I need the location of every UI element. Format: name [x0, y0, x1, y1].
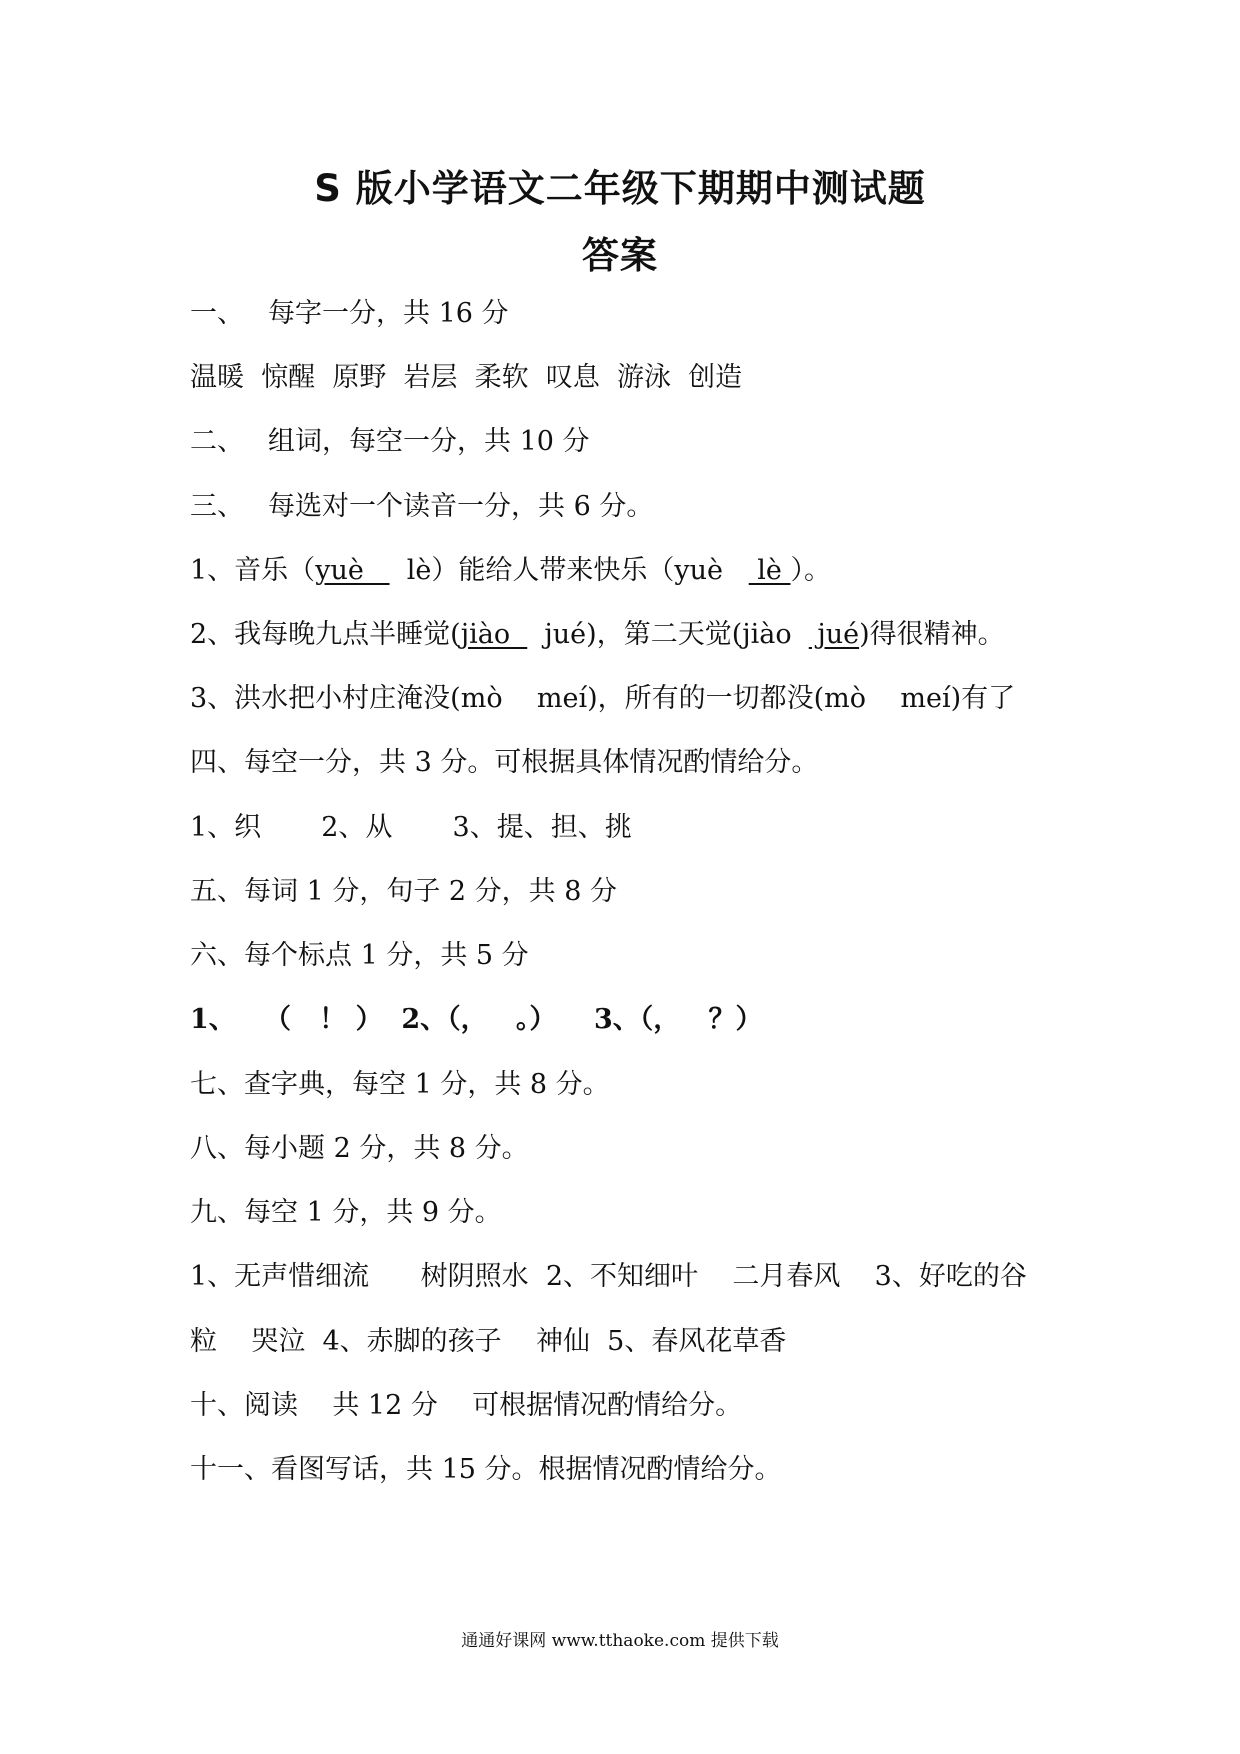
q2-part-a: 2、我每晚九点半睡觉(: [190, 619, 461, 650]
section-11-heading: 十一、看图写话，共 15 分。根据情况酌情给分。: [190, 1454, 782, 1485]
q1-part-c: ）。: [790, 555, 831, 586]
section-2-heading: [190, 424, 590, 460]
section-3-question-3: 3、洪水把小村庄淹没(mò meí)，所有的一切都没(mò meí)有了: [190, 683, 1016, 714]
section-6-heading: 六、每个标点 1 分，共 5 分: [190, 940, 529, 971]
section-1-text: 每字一分，共 16 分: [268, 298, 509, 329]
section-2-text: 组词，每空一分，共 10 分: [268, 426, 590, 457]
q1-part-b: lè）能给人带来快乐（yuè: [389, 555, 749, 586]
document-subtitle: 答案: [582, 234, 658, 277]
q1-answer-2: lè: [748, 555, 791, 586]
section-8-heading: 八、每小题 2 分，共 8 分。: [190, 1133, 529, 1164]
section-2-number: 二、: [190, 426, 244, 457]
document-title: S 版小学语文二年级下期期中测试题: [314, 167, 926, 210]
section-1-number: 一、: [190, 298, 244, 329]
section-5-heading: 五、每词 1 分，句子 2 分，共 8 分: [190, 876, 618, 907]
section-3-question-1: [190, 553, 831, 589]
section-3-heading: [190, 489, 653, 525]
section-1-answer: 温暖 惊醒 原野 岩层 柔软 叹息 游泳 创造: [190, 362, 743, 393]
section-9-answer-line-2: 粒 哭泣 4、赤脚的孩子 神仙 5、春风花草香: [190, 1326, 787, 1357]
section-9-heading: 九、每空 1 分，共 9 分。: [190, 1197, 502, 1228]
section-3-text: 每选对一个读音一分，共 6 分。: [268, 491, 654, 522]
section-4-heading: 四、每空一分，共 3 分。可根据具体情况酌情给分。: [190, 747, 819, 778]
section-1-heading: [190, 296, 509, 332]
section-9-answer-line-1: 1、无声惜细流 树阴照水 2、不知细叶 二月春风 3、好吃的谷: [190, 1261, 1027, 1292]
section-4-answer: 1、织 2、从 3、提、担、挑: [190, 812, 632, 843]
q2-part-b: jué)，第二天觉(jiào: [527, 619, 809, 650]
q1-answer-1: yuè: [315, 555, 390, 586]
q1-part-a: 1、音乐（: [190, 555, 316, 586]
q2-answer-1: jiào: [460, 619, 528, 650]
section-3-number: 三、: [190, 491, 244, 522]
section-3-question-2: [190, 617, 1005, 653]
q2-part-c: )得很精神。: [859, 619, 1005, 650]
q2-answer-2: jué: [808, 619, 860, 650]
footer-source-note: 通通好课网 www.tthaoke.com 提供下载: [461, 1631, 779, 1651]
section-10-heading: 十、阅读 共 12 分 可根据情况酌情给分。: [190, 1390, 743, 1421]
section-6-answer: 1、 （ ！ ） 2、（， 。） 3、（， ？）: [190, 1004, 763, 1035]
section-7-heading: 七、查字典，每空 1 分，共 8 分。: [190, 1069, 610, 1100]
